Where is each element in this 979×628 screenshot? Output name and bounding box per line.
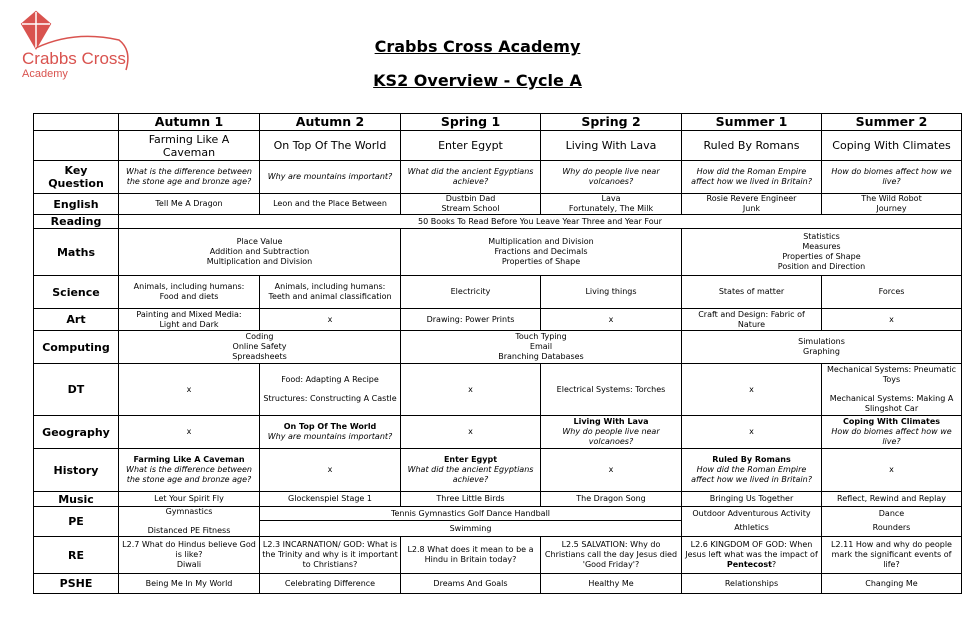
kq-cell: What is the difference between the stone age and bronze age? xyxy=(119,161,260,194)
dt-cell: Mechanical Systems: Pneumatic Toys Mechanical Systems: Making A Slingshot Car xyxy=(822,364,962,416)
kq-cell: Why do people live near volcanoes? xyxy=(541,161,682,194)
history-cell: x xyxy=(541,449,682,492)
history-cell: Farming Like A Caveman What is the difference between the stone age and bronze age? xyxy=(119,449,260,492)
pshe-cell: Celebrating Difference xyxy=(260,574,401,594)
english-cell: Lava Fortunately, The Milk xyxy=(541,194,682,215)
pe-summer-2-bottom: Rounders xyxy=(822,521,962,537)
english-row xyxy=(34,194,962,215)
art-row xyxy=(34,309,962,331)
music-cell: The Dragon Song xyxy=(541,492,682,507)
dt-cell: x xyxy=(119,364,260,416)
topic-autumn-2: On Top Of The World xyxy=(260,131,401,161)
geography-cell: Coping With Climates How do biomes affect how we live? xyxy=(822,416,962,449)
topic-label xyxy=(34,131,119,161)
row-label-maths: Maths xyxy=(34,229,119,276)
science-cell: Animals, including humans: Food and diets xyxy=(119,276,260,309)
music-cell: Let Your Spirit Fly xyxy=(119,492,260,507)
history-cell: Ruled By Romans How did the Roman Empire affect how we lived in Britain? xyxy=(682,449,822,492)
col-summer-2: Summer 2 xyxy=(822,114,962,131)
curriculum-table xyxy=(33,113,962,594)
col-autumn-2: Autumn 2 xyxy=(260,114,401,131)
row-label-computing: Computing xyxy=(34,331,119,364)
pe-mid-bottom: Swimming xyxy=(260,521,682,537)
computing-spring: Touch Typing Email Branching Databases xyxy=(401,331,682,364)
row-label-reading: Reading xyxy=(34,215,119,229)
logo-name: Crabbs Cross xyxy=(22,49,126,68)
dt-cell: Food: Adapting A Recipe Structures: Constructing A Castle xyxy=(260,364,401,416)
science-row xyxy=(34,276,962,309)
kq-cell: How do biomes affect how we live? xyxy=(822,161,962,194)
pshe-cell: Dreams And Goals xyxy=(401,574,541,594)
geography-cell: Living With Lava Why do people live near volcanoes? xyxy=(541,416,682,449)
science-cell: Living things xyxy=(541,276,682,309)
row-label-re: RE xyxy=(34,537,119,574)
maths-autumn: Place Value Addition and Subtraction Multiplication and Division xyxy=(119,229,401,276)
science-cell: States of matter xyxy=(682,276,822,309)
music-cell: Bringing Us Together xyxy=(682,492,822,507)
art-cell: Painting and Mixed Media: Light and Dark xyxy=(119,309,260,331)
music-row xyxy=(34,492,962,507)
row-label-key-question: Key Question xyxy=(34,161,119,194)
english-cell: Dustbin Dad Stream School xyxy=(401,194,541,215)
row-label-pe: PE xyxy=(34,507,119,537)
topic-autumn-1: Farming Like A Caveman xyxy=(119,131,260,161)
pe-summer-2-top: Dance xyxy=(822,507,962,521)
history-row xyxy=(34,449,962,492)
history-cell: Enter Egypt What did the ancient Egyptians achieve? xyxy=(401,449,541,492)
re-cell: L2.6 KINGDOM OF GOD: When Jesus left what was the impact of Pentecost? xyxy=(682,537,822,574)
maths-row xyxy=(34,229,962,276)
logo-sub: Academy xyxy=(22,68,68,80)
music-cell: Reflect, Rewind and Replay xyxy=(822,492,962,507)
computing-row xyxy=(34,331,962,364)
pshe-row xyxy=(34,574,962,594)
corner-cell xyxy=(34,114,119,131)
row-label-art: Art xyxy=(34,309,119,331)
english-cell: Tell Me A Dragon xyxy=(119,194,260,215)
art-cell: x xyxy=(541,309,682,331)
dt-row xyxy=(34,364,962,416)
page-title: Crabbs Cross Academy xyxy=(374,37,581,56)
music-cell: Glockenspiel Stage 1 xyxy=(260,492,401,507)
music-cell: Three Little Birds xyxy=(401,492,541,507)
row-label-dt: DT xyxy=(34,364,119,416)
science-cell: Animals, including humans: Teeth and animal classification xyxy=(260,276,401,309)
computing-autumn: Coding Online Safety Spreadsheets xyxy=(119,331,401,364)
pe-autumn-1: Gymnastics Distanced PE Fitness xyxy=(119,507,260,537)
re-cell: L2.11 How and why do people mark the significant events of life? xyxy=(822,537,962,574)
key-question-row xyxy=(34,161,962,194)
science-cell: Electricity xyxy=(401,276,541,309)
row-label-geography: Geography xyxy=(34,416,119,449)
kq-cell: What did the ancient Egyptians achieve? xyxy=(401,161,541,194)
row-label-english: English xyxy=(34,194,119,215)
kq-cell: How did the Roman Empire affect how we lived in Britain? xyxy=(682,161,822,194)
geography-cell: x xyxy=(682,416,822,449)
maths-summer: Statistics Measures Properties of Shape Position and Direction xyxy=(682,229,962,276)
pshe-cell: Changing Me xyxy=(822,574,962,594)
header-row xyxy=(34,114,962,131)
reading-cell: 50 Books To Read Before You Leave Year Three and Year Four xyxy=(119,215,962,229)
geography-row xyxy=(34,416,962,449)
re-cell: L2.7 What do Hindus believe God is like? Diwali xyxy=(119,537,260,574)
row-label-science: Science xyxy=(34,276,119,309)
topic-spring-2: Living With Lava xyxy=(541,131,682,161)
reading-row xyxy=(34,215,962,229)
re-cell: L2.8 What does it mean to be a Hindu in Britain today? xyxy=(401,537,541,574)
col-spring-1: Spring 1 xyxy=(401,114,541,131)
row-label-pshe: PSHE xyxy=(34,574,119,594)
topic-summer-2: Coping With Climates xyxy=(822,131,962,161)
kq-cell: Why are mountains important? xyxy=(260,161,401,194)
pe-mid-top: Tennis Gymnastics Golf Dance Handball xyxy=(260,507,682,521)
english-cell: The Wild Robot Journey xyxy=(822,194,962,215)
col-autumn-1: Autumn 1 xyxy=(119,114,260,131)
dt-cell: x xyxy=(401,364,541,416)
page-subtitle: KS2 Overview - Cycle A xyxy=(373,71,582,90)
re-row xyxy=(34,537,962,574)
art-cell: Craft and Design: Fabric of Nature xyxy=(682,309,822,331)
topic-spring-1: Enter Egypt xyxy=(401,131,541,161)
english-cell: Leon and the Place Between xyxy=(260,194,401,215)
pe-summer-1-bottom: Athletics xyxy=(682,521,822,537)
computing-summer: Simulations Graphing xyxy=(682,331,962,364)
maths-spring: Multiplication and Division Fractions and Decimals Properties of Shape xyxy=(401,229,682,276)
art-cell: x xyxy=(822,309,962,331)
geography-cell: x xyxy=(119,416,260,449)
history-cell: x xyxy=(260,449,401,492)
topic-row xyxy=(34,131,962,161)
art-cell: Drawing: Power Prints xyxy=(401,309,541,331)
pe-row-top xyxy=(34,507,962,521)
pshe-cell: Being Me In My World xyxy=(119,574,260,594)
art-cell: x xyxy=(260,309,401,331)
re-cell: L2.5 SALVATION: Why do Christians call the day Jesus died 'Good Friday'? xyxy=(541,537,682,574)
english-cell: Rosie Revere Engineer Junk xyxy=(682,194,822,215)
pshe-cell: Healthy Me xyxy=(541,574,682,594)
science-cell: Forces xyxy=(822,276,962,309)
re-cell: L2.3 INCARNATION/ GOD: What is the Trinity and why is it important to Christians? xyxy=(260,537,401,574)
geography-cell: On Top Of The World Why are mountains important? xyxy=(260,416,401,449)
row-label-music: Music xyxy=(34,492,119,507)
dt-cell: Electrical Systems: Torches xyxy=(541,364,682,416)
row-label-history: History xyxy=(34,449,119,492)
dt-cell: x xyxy=(682,364,822,416)
geography-cell: x xyxy=(401,416,541,449)
col-summer-1: Summer 1 xyxy=(682,114,822,131)
topic-summer-1: Ruled By Romans xyxy=(682,131,822,161)
pe-summer-1-top: Outdoor Adventurous Activity xyxy=(682,507,822,521)
col-spring-2: Spring 2 xyxy=(541,114,682,131)
pshe-cell: Relationships xyxy=(682,574,822,594)
history-cell: x xyxy=(822,449,962,492)
